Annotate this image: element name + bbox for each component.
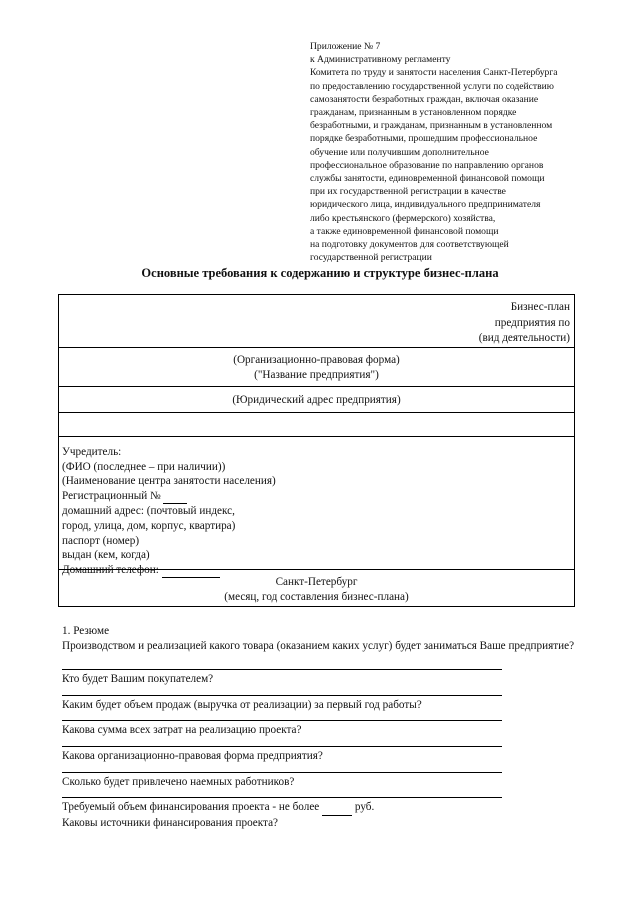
company-name-label: ("Название предприятия"): [254, 368, 379, 381]
title-page-form: [58, 294, 575, 607]
question-financing-sources: Каковы источники финансирования проекта?: [62, 816, 279, 829]
question-legal-form: Какова организационно-правовая форма предприятия?: [62, 749, 323, 762]
appendix-line: государственной регистрации: [310, 252, 432, 264]
appendix-line: профессиональное образование по направлению органов: [310, 159, 544, 171]
document-title: Основные требования к содержанию и структуре бизнес-плана: [141, 266, 499, 280]
appendix-line: Приложение № 7: [310, 41, 381, 52]
appendix-line: гражданам, признанным в установленном порядке: [310, 107, 517, 119]
summary-section: [62, 624, 576, 830]
financing-prefix: Требуемый объем финансирования проекта - не более: [62, 801, 320, 814]
appendix-line: либо крестьянского (фермерского) хозяйства,: [310, 212, 496, 224]
org-form-label: (Организационно-правовая форма): [233, 354, 400, 366]
divider: [59, 412, 574, 413]
business-plan-label: [479, 300, 570, 347]
answer-space: [62, 653, 576, 669]
question-financing-amount: [62, 800, 576, 816]
appendix-line: юридического лица, индивидуального предпринимателя: [310, 199, 541, 211]
founder-address-2: город, улица, дом, корпус, квартира): [62, 519, 236, 532]
org-block: [59, 353, 574, 382]
appendix-header: [310, 40, 610, 264]
date-label: (месяц, год составления бизнес-плана): [224, 590, 409, 603]
business-plan-line: (вид деятельности): [478, 332, 570, 344]
founder-passport: паспорт (номер): [62, 534, 140, 547]
question-employees: Сколько будет привлечено наемных работников?: [62, 775, 295, 788]
appendix-line: при их государственной регистрации в качестве: [310, 186, 506, 198]
founder-issued: выдан (кем, когда): [62, 549, 150, 562]
legal-address-label: (Юридический адрес предприятия): [232, 394, 401, 406]
divider: [59, 569, 574, 570]
founder-address-1: домашний адрес: (почтовый индекс,: [62, 505, 235, 518]
appendix-line: порядке безработными, прошедшим профессиональное: [310, 133, 538, 145]
city-date-block: [59, 575, 574, 604]
founder-reg-number: [62, 489, 276, 505]
appendix-line: к Административному регламенту: [310, 54, 451, 66]
financing-blank: [322, 800, 352, 816]
appendix-line: по предоставлению государственной услуги по содействию: [310, 80, 554, 92]
question-product: Производством и реализацией какого товара (оказанием каких услуг) будет заниматься Ваше предприятие?: [62, 639, 575, 652]
founder-fio: (ФИО (последнее – при наличии)): [62, 460, 226, 473]
divider: [59, 386, 574, 387]
city-label: Санкт-Петербург: [275, 576, 358, 588]
business-plan-line: Бизнес-план: [510, 301, 570, 313]
question-sales-volume: Каким будет объем продаж (выручка от реализации) за первый год работы?: [62, 698, 422, 711]
appendix-line: обучение или получившим дополнительное: [310, 146, 489, 158]
financing-suffix: руб.: [354, 801, 375, 814]
phone-label: Домашний телефон:: [62, 563, 159, 576]
appendix-line: безработными, и гражданам, признанным в установленном: [310, 120, 553, 132]
appendix-line: на подготовку документов для соответствующей: [310, 239, 509, 251]
founder-heading: Учредитель:: [62, 446, 122, 458]
appendix-line: Комитета по труду и занятости населения Санкт-Петербурга: [310, 67, 558, 79]
divider: [59, 436, 574, 437]
business-plan-line: предприятия по: [494, 316, 570, 329]
appendix-line: а также единовременной финансовой помощи: [310, 225, 499, 237]
divider: [59, 347, 574, 348]
question-total-costs: Какова сумма всех затрат на реализацию проекта?: [62, 724, 302, 737]
founder-center: (Наименование центра занятости населения): [62, 475, 276, 488]
founder-block: [62, 445, 276, 578]
appendix-line: службы занятости, единовременной финансовой помощи: [310, 173, 545, 185]
question-customer: Кто будет Вашим покупателем?: [62, 673, 214, 686]
section-heading: 1. Резюме: [62, 625, 110, 637]
appendix-line: самозанятости безработных граждан, включая оказание: [310, 93, 539, 105]
reg-number-label: Регистрационный №: [62, 489, 161, 502]
reg-number-blank: [163, 489, 187, 505]
